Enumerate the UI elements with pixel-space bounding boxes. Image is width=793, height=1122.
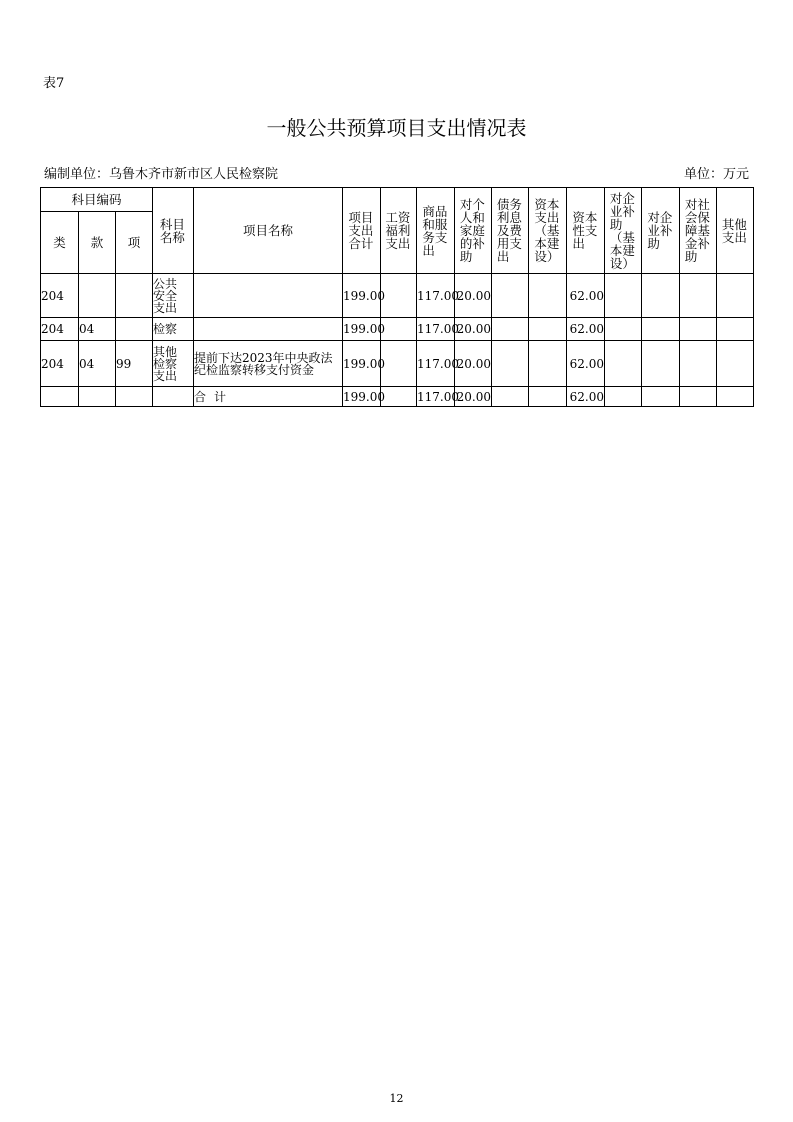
cell-subject xyxy=(153,341,194,387)
cell-lei: 204 xyxy=(41,341,79,387)
cell-capital: 62.00 xyxy=(567,318,605,341)
cell-enterprise xyxy=(642,274,680,318)
cell-wage xyxy=(381,318,417,341)
cell-goods: 117.00 xyxy=(417,387,455,407)
cell-capital: 62.00 xyxy=(567,274,605,318)
cell-xiang xyxy=(116,274,153,318)
wage-header: 工资福利支出 xyxy=(385,210,411,251)
cell-wage xyxy=(381,274,417,318)
cell-enterprise-base xyxy=(605,387,642,407)
cell-lei: 204 xyxy=(41,318,79,341)
total-row xyxy=(41,387,754,407)
cell-family: 20.00 xyxy=(455,274,492,318)
subject-text: 其他检察支出 xyxy=(153,344,178,383)
org-label: 编制单位：乌鲁木齐市新市区人民检察院 xyxy=(44,167,279,182)
cell-total: 199.00 xyxy=(343,274,381,318)
enterprise-header: 对企业补助 xyxy=(647,210,673,251)
page-title: 一般公共预算项目支出情况表 xyxy=(266,116,527,140)
cell-kuan xyxy=(79,274,116,318)
cell-capital: 62.00 xyxy=(567,387,605,407)
cell-enterprise xyxy=(642,387,680,407)
cell-debt xyxy=(492,341,529,387)
cell-project xyxy=(194,318,343,341)
cell-goods: 117.00 xyxy=(417,274,455,318)
cell-subject xyxy=(153,318,194,341)
cell-enterprise-base xyxy=(605,341,642,387)
kuan-header: 款 xyxy=(79,212,116,274)
cell-other xyxy=(717,341,754,387)
cell-project: 合计 xyxy=(194,387,343,407)
lei-header: 类 xyxy=(41,212,79,274)
family-header: 对个人和家庭的补助 xyxy=(459,197,485,264)
cell-family: 20.00 xyxy=(455,318,492,341)
cell-goods: 117.00 xyxy=(417,341,455,387)
subject-name-header: 科目名称 xyxy=(159,216,185,245)
cell-debt xyxy=(492,387,529,407)
enterprise-base-header: 对企业补助（基本建设） xyxy=(609,190,635,271)
table-tag: 表7 xyxy=(43,76,65,91)
cell-social xyxy=(680,387,717,407)
cell-family: 20.00 xyxy=(455,341,492,387)
cell-capital-base xyxy=(529,274,567,318)
table-row xyxy=(41,318,754,341)
cell-lei xyxy=(41,387,79,407)
subject-text: 检察 xyxy=(153,322,178,336)
goods-header: 商品和服务支出 xyxy=(422,203,448,258)
social-header: 对社会保障基金补助 xyxy=(684,197,710,264)
capital-header: 资本性支出 xyxy=(572,210,598,251)
cell-other xyxy=(717,274,754,318)
cell-kuan: 04 xyxy=(79,318,116,341)
cell-xiang: 99 xyxy=(116,341,153,387)
cell-goods: 117.00 xyxy=(417,318,455,341)
cell-project xyxy=(194,274,343,318)
cell-social xyxy=(680,274,717,318)
cell-social xyxy=(680,341,717,387)
cell-kuan: 04 xyxy=(79,341,116,387)
cell-enterprise-base xyxy=(605,318,642,341)
cell-debt xyxy=(492,274,529,318)
cell-subject xyxy=(153,274,194,318)
cell-wage xyxy=(381,387,417,407)
cell-enterprise-base xyxy=(605,274,642,318)
unit-label: 单位：万元 xyxy=(683,167,749,182)
table-row xyxy=(41,274,754,318)
cell-debt xyxy=(492,318,529,341)
cell-other xyxy=(717,318,754,341)
cell-capital-base xyxy=(529,341,567,387)
total-header: 项目支出合计 xyxy=(348,210,374,251)
project-name-header: 项目名称 xyxy=(194,188,343,274)
cell-total: 199.00 xyxy=(343,318,381,341)
xiang-header: 项 xyxy=(116,212,153,274)
cell-capital: 62.00 xyxy=(567,341,605,387)
cell-family: 20.00 xyxy=(455,387,492,407)
cell-wage xyxy=(381,341,417,387)
capital-base-header: 资本支出（基本建设） xyxy=(534,197,560,264)
cell-xiang xyxy=(116,318,153,341)
page-number: 12 xyxy=(389,1092,404,1105)
cell-project: 提前下达2023年中央政法纪检监察转移支付资金 xyxy=(194,341,343,387)
debt-header: 债务利息及费用支出 xyxy=(496,197,522,264)
cell-kuan xyxy=(79,387,116,407)
cell-subject xyxy=(153,387,194,407)
cell-enterprise xyxy=(642,341,680,387)
subject-text: 公共安全支出 xyxy=(153,276,178,315)
cell-other xyxy=(717,387,754,407)
cell-capital-base xyxy=(529,387,567,407)
cell-capital-base xyxy=(529,318,567,341)
other-header: 其他支出 xyxy=(721,216,747,245)
budget-table xyxy=(40,187,754,407)
cell-enterprise xyxy=(642,318,680,341)
cell-total: 199.00 xyxy=(343,341,381,387)
cell-total: 199.00 xyxy=(343,387,381,407)
cell-social xyxy=(680,318,717,341)
cell-xiang xyxy=(116,387,153,407)
code-group-header: 科目编码 xyxy=(41,188,153,212)
cell-lei: 204 xyxy=(41,274,79,318)
table-row xyxy=(41,341,754,387)
